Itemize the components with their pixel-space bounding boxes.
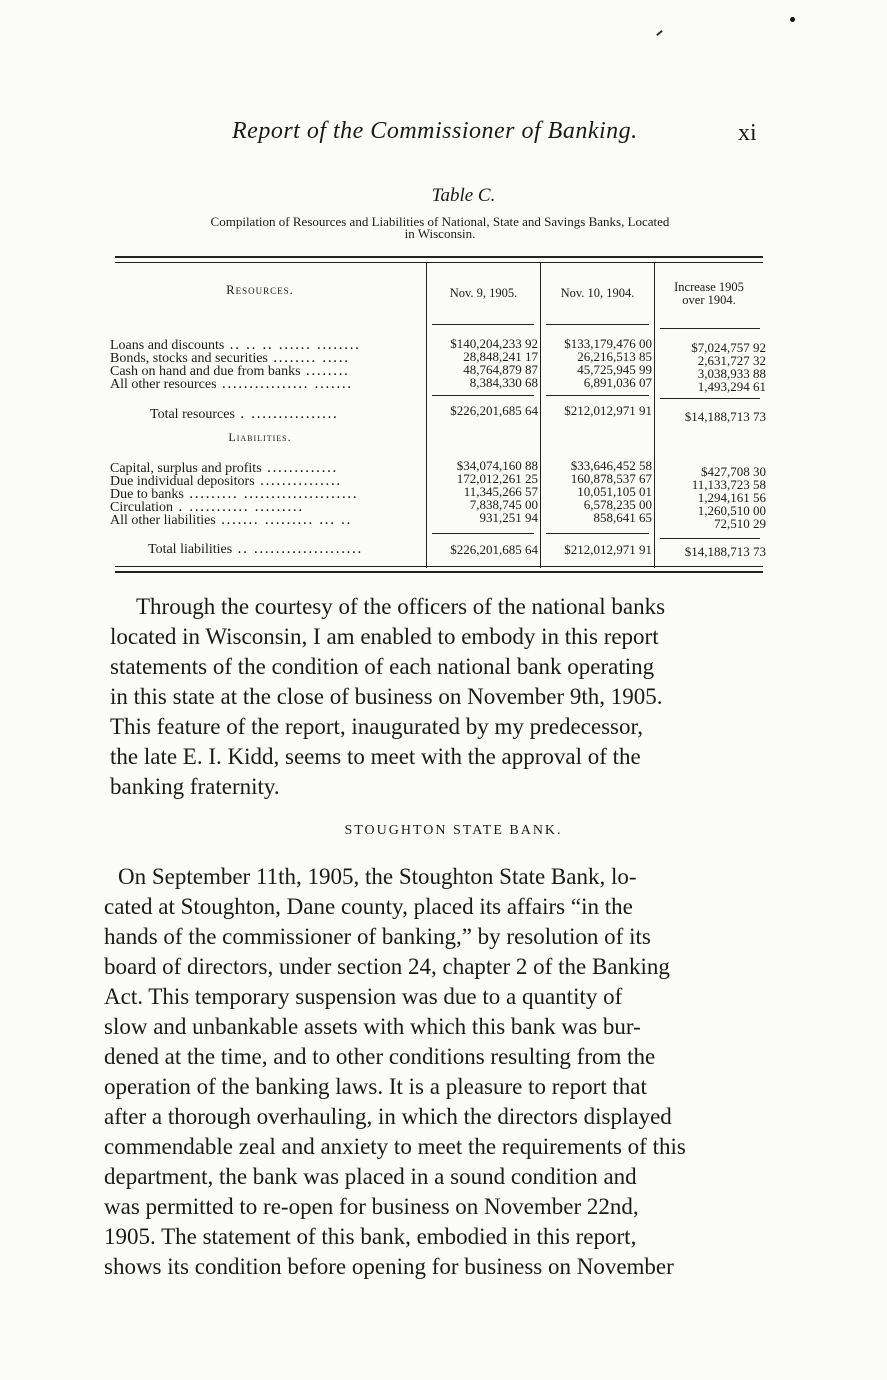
leader-dots: ............... — [259, 473, 342, 489]
column-header-increase-line: Increase 1905 — [674, 280, 744, 294]
cell-value: $34,074,160 88 — [456, 458, 538, 473]
paragraph-line: the late E. I. Kidd, seems to meet with the approval of the — [110, 744, 641, 769]
cell-value: $14,188,713 73 — [684, 544, 766, 559]
values-nov-1904 — [540, 459, 652, 524]
cell-value: 3,038,933 88 — [697, 366, 766, 381]
paragraph-line: This feature of the report, inaugurated by my predecessor, — [110, 714, 643, 739]
row-label: Bonds, stocks and securities — [110, 351, 268, 366]
paragraph-line: located in Wisconsin, I am enabled to embody in this report — [110, 624, 659, 649]
paragraph-line: after a thorough overhauling, in which the directors displayed — [104, 1104, 672, 1129]
leader-dots: ........ ..... — [272, 350, 350, 366]
paragraph-line: operation of the banking laws. It is a pleasure to report that — [104, 1074, 647, 1099]
table-bottom-rule — [115, 566, 763, 567]
body-paragraph — [104, 862, 756, 1282]
cell-value: 6,891,036 07 — [583, 375, 652, 390]
column-header-increase-line: over 1904. — [682, 293, 736, 307]
leader-dots: .. .................... — [237, 541, 363, 557]
values-increase — [654, 341, 766, 393]
leader-dots: . ................ — [240, 406, 339, 422]
cell-value: 45,725,945 99 — [577, 362, 652, 377]
leader-dots: ............. — [266, 460, 338, 476]
table-title: Table C. — [431, 185, 496, 206]
scan-mark — [656, 30, 663, 36]
table-caption-line: in Wisconsin. — [404, 226, 476, 241]
cell-value: $212,012,971 91 — [564, 542, 652, 557]
leader-dots: . ........... ......... — [178, 499, 304, 515]
cell-value: 26,216,513 85 — [577, 349, 652, 364]
paragraph-line: shows its condition before opening for business on November — [104, 1254, 674, 1279]
paragraph-line: Through the courtesy of the officers of the national banks — [136, 594, 666, 619]
total-row — [150, 403, 420, 422]
leader-dots: ........ — [305, 363, 350, 379]
cell-value: $226,201,685 64 — [450, 403, 538, 418]
cell-value: 11,345,266 57 — [463, 484, 538, 499]
paragraph-line: in this state at the close of business on November 9th, 1905. — [110, 684, 663, 709]
cell-value: 6,578,235 00 — [583, 497, 652, 512]
cell-value: $33,646,452 58 — [570, 458, 652, 473]
total-rule — [432, 395, 534, 396]
row-label: Cash on hand and due from banks — [110, 364, 301, 379]
row-label: Due to banks — [110, 487, 184, 502]
total-rule — [546, 533, 649, 534]
page-number: xi — [738, 120, 757, 146]
paragraph-line: hands of the commissioner of banking,” by resolution of its — [104, 924, 651, 949]
paragraph-line: commendable zeal and anxiety to meet the requirements of this — [104, 1134, 686, 1159]
cell-value: $14,188,713 73 — [684, 409, 766, 424]
cell-value: 1,493,294 61 — [697, 379, 766, 394]
paragraph-line: board of directors, under section 24, chapter 2 of the Banking — [104, 954, 670, 979]
cell-value: 931,251 94 — [479, 510, 538, 525]
table-bottom-rule — [115, 571, 763, 573]
values-nov-1905 — [426, 337, 538, 389]
cell-value: 48,764,879 87 — [463, 362, 538, 377]
row-label: Due individual depositors — [110, 474, 255, 489]
header-underline — [546, 324, 649, 325]
cell-value: $133,179,476 00 — [564, 336, 652, 351]
cell-value: $427,708 30 — [701, 464, 766, 479]
paragraph-line: banking fraternity. — [110, 774, 280, 799]
total-rule — [432, 533, 534, 534]
column-header-increase — [655, 281, 763, 307]
cell-value: 8,384,330 68 — [469, 375, 538, 390]
row-label: Loans and discounts — [110, 338, 225, 353]
paragraph-line: department, the bank was placed in a sound condition and — [104, 1164, 637, 1189]
table-caption-line: Compilation of Resources and Liabilities of National, State and Savings Banks, Located — [210, 214, 670, 229]
cell-value: 7,838,745 00 — [469, 497, 538, 512]
leader-dots: ......... ..................... — [188, 486, 358, 502]
paragraph-line: was permitted to re-open for business on November 22nd, — [104, 1194, 639, 1219]
paragraph-line: cated at Stoughton, Dane county, placed its affairs “in the — [104, 894, 633, 919]
total-rule — [660, 398, 760, 399]
body-paragraph — [110, 592, 758, 802]
header-underline — [432, 324, 534, 325]
table-top-rule — [115, 262, 763, 263]
paragraph-line: On September 11th, 1905, the Stoughton State Bank, lo- — [118, 864, 637, 889]
row-label: Circulation — [110, 500, 173, 515]
cell-value: 1,260,510 00 — [697, 503, 766, 518]
paragraph-line: statements of the condition of each national bank operating — [110, 654, 655, 679]
cell-value: 11,133,723 58 — [691, 477, 766, 492]
total-rule — [660, 538, 760, 539]
values-nov-1905 — [426, 459, 538, 524]
table-row — [110, 373, 420, 392]
scan-speck — [790, 17, 795, 22]
total-rule — [546, 395, 649, 396]
cell-value: 160,878,537 67 — [570, 471, 652, 486]
row-label: All other liabilities — [110, 513, 216, 528]
cell-value: 2,631,727 32 — [697, 353, 766, 368]
row-label: All other resources — [110, 377, 217, 392]
cell-value: 72,510 29 — [714, 516, 766, 531]
leader-dots: ....... ......... ... .. — [220, 512, 352, 528]
row-label: Total liabilities — [148, 542, 233, 557]
values-increase — [654, 465, 766, 530]
table-row — [110, 509, 420, 528]
cell-value: 10,051,105 01 — [577, 484, 652, 499]
cell-value: $7,024,757 92 — [691, 340, 766, 355]
cell-value: $140,204,233 92 — [450, 336, 538, 351]
table-caption — [110, 216, 770, 240]
paragraph-line: dened at the time, and to other conditions resulting from the — [104, 1044, 656, 1069]
cell-value: $226,201,685 64 — [450, 542, 538, 557]
cell-value: 858,641 65 — [593, 510, 652, 525]
values-nov-1904 — [540, 337, 652, 389]
leader-dots: .. .. .. ...... ........ — [229, 337, 361, 353]
liabilities-heading: Liabilities. — [228, 430, 292, 444]
paragraph-line: Act. This temporary suspension was due to a quantity of — [104, 984, 623, 1009]
cell-value: 172,012,261 25 — [456, 471, 538, 486]
column-header-nov-1905: Nov. 9, 1905. — [449, 286, 518, 300]
section-title: STOUGHTON STATE BANK. — [344, 823, 563, 838]
cell-value: $212,012,971 91 — [564, 403, 652, 418]
paragraph-line: 1905. The statement of this bank, embodied in this report, — [104, 1224, 637, 1249]
leader-dots: ................ ....... — [221, 376, 353, 392]
table-top-rule — [115, 256, 763, 258]
row-label: Total resources — [150, 407, 235, 422]
header-underline — [660, 328, 760, 329]
total-row — [148, 538, 420, 557]
paragraph-line: slow and unbankable assets with which this bank was bur- — [104, 1014, 641, 1039]
cell-value: 28,848,241 17 — [463, 349, 538, 364]
column-header-nov-1904: Nov. 10, 1904. — [560, 286, 635, 300]
cell-value: 1,294,161 56 — [697, 490, 766, 505]
row-label: Capital, surplus and profits — [110, 461, 262, 476]
page-header-title: Report of the Commissioner of Banking. — [232, 118, 638, 144]
column-header-resources: Resources. — [226, 283, 294, 297]
